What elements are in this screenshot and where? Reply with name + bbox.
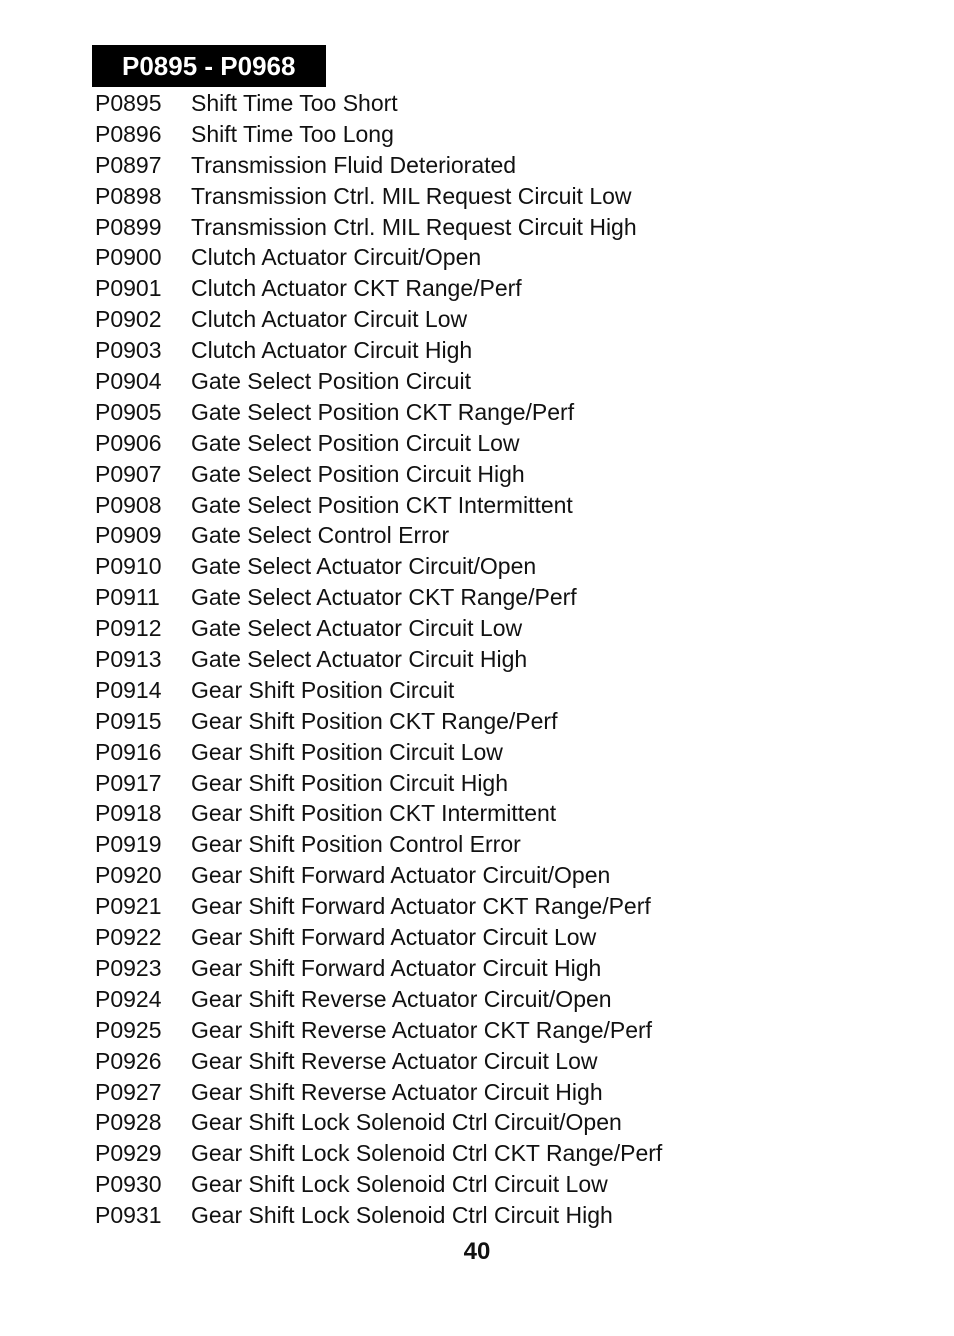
dtc-description: Gear Shift Position CKT Intermittent [191, 800, 557, 827]
dtc-code: P0924 [95, 985, 162, 1012]
dtc-code: P0929 [95, 1140, 162, 1167]
list-item [95, 1200, 662, 1231]
list-item [95, 737, 662, 768]
dtc-code: P0916 [95, 738, 162, 765]
dtc-description: Shift Time Too Long [191, 120, 394, 147]
dtc-code: P0907 [95, 460, 162, 487]
dtc-description: Gear Shift Forward Actuator CKT Range/Perf [191, 893, 651, 920]
list-item [95, 551, 662, 582]
dtc-code: P0895 [95, 90, 162, 116]
list-item [95, 1169, 662, 1200]
dtc-code: P0902 [95, 306, 162, 333]
list-item [95, 335, 662, 366]
dtc-description: Transmission Ctrl. MIL Request Circuit High [191, 213, 637, 240]
dtc-code: P0926 [95, 1047, 162, 1074]
dtc-code: P0925 [95, 1016, 162, 1043]
list-item [95, 520, 662, 551]
list-item [95, 768, 662, 799]
dtc-description: Gear Shift Position Circuit Low [191, 738, 503, 765]
dtc-code: P0917 [95, 769, 162, 796]
dtc-code: P0906 [95, 429, 162, 456]
list-item [95, 366, 662, 397]
dtc-code-list [95, 88, 662, 1231]
list-item [95, 1077, 662, 1108]
list-item [95, 798, 662, 829]
list-item [95, 490, 662, 521]
dtc-code: P0911 [95, 584, 160, 611]
dtc-description: Gate Select Actuator Circuit High [191, 646, 528, 673]
dtc-code: P0915 [95, 707, 162, 734]
list-item [95, 181, 662, 212]
dtc-code: P0923 [95, 954, 162, 981]
dtc-description: Gear Shift Lock Solenoid Ctrl Circuit Low [191, 1171, 608, 1198]
list-item [95, 304, 662, 335]
dtc-code: P0921 [95, 893, 162, 920]
dtc-description: Gear Shift Reverse Actuator CKT Range/Perf [191, 1016, 653, 1043]
dtc-description: Gate Select Position CKT Intermittent [191, 491, 573, 518]
dtc-description: Gear Shift Position Control Error [191, 831, 521, 858]
list-item [95, 1138, 662, 1169]
dtc-description: Gear Shift Forward Actuator Circuit/Open [191, 862, 611, 889]
dtc-code: P0931 [95, 1202, 162, 1229]
dtc-code: P0920 [95, 862, 162, 889]
list-item [95, 397, 662, 428]
list-item [95, 119, 662, 150]
dtc-description: Gate Select Position Circuit [191, 368, 471, 395]
dtc-code: P0918 [95, 800, 162, 827]
list-item [95, 953, 662, 984]
dtc-description: Clutch Actuator Circuit Low [191, 306, 468, 333]
dtc-code: P0901 [95, 275, 162, 302]
dtc-description: Shift Time Too Short [191, 90, 398, 116]
list-item [95, 428, 662, 459]
list-item [95, 860, 662, 891]
dtc-code: P0904 [95, 368, 162, 395]
dtc-code: P0903 [95, 337, 162, 364]
dtc-description: Gear Shift Forward Actuator Circuit High [191, 954, 602, 981]
list-item [95, 88, 662, 119]
dtc-description: Gate Select Position Circuit High [191, 460, 525, 487]
list-item [95, 922, 662, 953]
dtc-code: P0913 [95, 646, 162, 673]
list-item [95, 644, 662, 675]
dtc-code: P0910 [95, 553, 162, 580]
list-item [95, 1015, 662, 1046]
dtc-description: Gear Shift Lock Solenoid Ctrl Circuit/Open [191, 1109, 622, 1136]
dtc-code: P0930 [95, 1171, 162, 1198]
list-item [95, 582, 662, 613]
dtc-description: Clutch Actuator Circuit High [191, 337, 473, 364]
dtc-code: P0927 [95, 1078, 162, 1105]
dtc-description: Gear Shift Position CKT Range/Perf [191, 707, 558, 734]
section-range-label: P0895 - P0968 [122, 51, 296, 81]
list-item [95, 706, 662, 737]
dtc-description: Gate Select Control Error [191, 522, 450, 549]
list-item [95, 273, 662, 304]
dtc-description: Gear Shift Lock Solenoid Ctrl CKT Range/Perf [191, 1140, 663, 1167]
dtc-code: P0912 [95, 615, 162, 642]
dtc-code: P0896 [95, 120, 162, 147]
section-header [92, 45, 326, 87]
page-number: 40 [463, 1238, 491, 1265]
list-item [95, 829, 662, 860]
dtc-code: P0905 [95, 398, 162, 425]
dtc-code: P0909 [95, 522, 162, 549]
dtc-description: Gear Shift Reverse Actuator Circuit High [191, 1078, 603, 1105]
dtc-code: P0899 [95, 213, 162, 240]
dtc-description: Gate Select Position Circuit Low [191, 429, 520, 456]
dtc-code: P0908 [95, 491, 162, 518]
list-item [95, 1107, 662, 1138]
dtc-description: Gate Select Actuator CKT Range/Perf [191, 584, 577, 611]
list-item [95, 675, 662, 706]
dtc-code: P0928 [95, 1109, 162, 1136]
dtc-description: Gear Shift Reverse Actuator Circuit Low [191, 1047, 598, 1074]
dtc-description: Gear Shift Lock Solenoid Ctrl Circuit High [191, 1202, 613, 1229]
dtc-description: Gear Shift Forward Actuator Circuit Low [191, 924, 597, 951]
dtc-description: Transmission Ctrl. MIL Request Circuit Low [191, 182, 632, 209]
dtc-code: P0900 [95, 244, 162, 271]
dtc-description: Clutch Actuator Circuit/Open [191, 244, 482, 271]
list-item [95, 150, 662, 181]
dtc-code: P0919 [95, 831, 162, 858]
dtc-description: Gate Select Actuator Circuit/Open [191, 553, 537, 580]
dtc-description: Gear Shift Reverse Actuator Circuit/Open [191, 985, 612, 1012]
dtc-description: Gear Shift Position Circuit High [191, 769, 509, 796]
dtc-code: P0914 [95, 676, 162, 703]
list-item [95, 242, 662, 273]
list-item [95, 891, 662, 922]
list-item [95, 1046, 662, 1077]
list-item [95, 613, 662, 644]
dtc-description: Gate Select Actuator Circuit Low [191, 615, 523, 642]
dtc-code: P0922 [95, 924, 162, 951]
dtc-description: Gate Select Position CKT Range/Perf [191, 398, 575, 425]
dtc-description: Gear Shift Position Circuit [191, 676, 455, 703]
list-item [95, 984, 662, 1015]
dtc-description: Transmission Fluid Deteriorated [191, 151, 517, 178]
dtc-description: Clutch Actuator CKT Range/Perf [191, 275, 522, 302]
list-item [95, 212, 662, 243]
dtc-code: P0897 [95, 151, 162, 178]
list-item [95, 459, 662, 490]
dtc-code: P0898 [95, 182, 162, 209]
